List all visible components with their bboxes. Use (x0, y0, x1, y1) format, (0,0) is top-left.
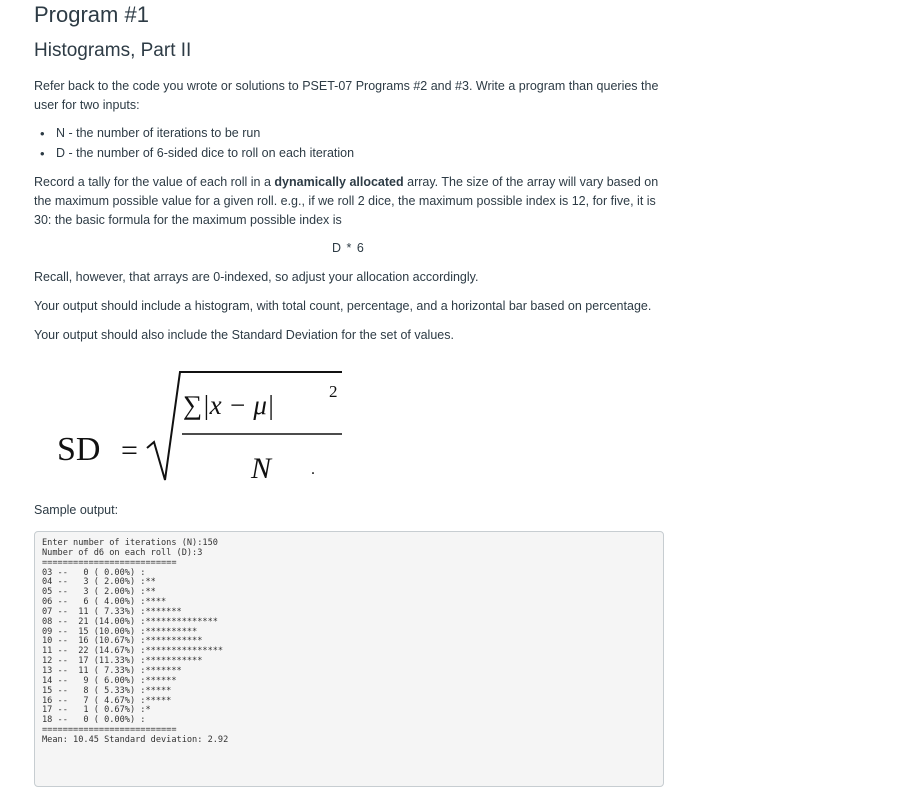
page-subtitle: Histograms, Part II (34, 40, 192, 61)
intro-paragraph: Refer back to the code you wrote or solutions to PSET-07 Programs #2 and #3. Write a program than queries the user for two inputs: (34, 79, 659, 112)
stddev-requirement: Your output should also include the Standard Deviation for the set of values. (34, 328, 454, 342)
histogram-row: 13 -- 11 ( 7.33%) :******* (42, 665, 182, 676)
sd-equals: = (121, 434, 138, 467)
sd-formula (55, 362, 355, 492)
histogram-row: 12 -- 17 (11.33%) :*********** (42, 656, 203, 667)
inputs-list (34, 124, 354, 163)
histogram-row: 14 -- 9 ( 6.00%) :****** (42, 675, 177, 686)
histogram-row: 07 -- 11 ( 7.33%) :******* (42, 606, 182, 617)
histogram-row: 15 -- 8 ( 5.33%) :***** (42, 685, 172, 696)
histogram-requirement: Your output should include a histogram, with total count, percentage, and a horizontal bar based on percentage. (34, 299, 652, 313)
histogram-row: 18 -- 0 ( 0.00%) : (42, 715, 146, 726)
histogram-row: 17 -- 1 ( 0.67%) :* (42, 705, 151, 716)
sd-exponent: 2 (329, 382, 338, 401)
histogram-row: 11 -- 22 (14.67%) :*************** (42, 646, 224, 657)
histogram-row: 16 -- 7 ( 4.67%) :***** (42, 695, 172, 706)
sample-output-label: Sample output: (34, 503, 119, 517)
prompt-d-line: Number of d6 on each roll (D):3 (42, 547, 203, 558)
record-text-after: array. The size of the array will vary based on the maximum possible value for a given roll. e.g., if we roll 2 dice, the maximum possible index is 12, for five, it is 30: the basic formula for the maximum possible index is (34, 175, 659, 227)
prompt-n-line: Enter number of iterations (N):150 (42, 538, 218, 548)
histogram-row: 08 -- 21 (14.00%) :************** (42, 616, 218, 627)
list-item: • N - the number of iterations to be run (34, 124, 354, 144)
histogram-row: 03 -- 0 ( 0.00%) : (42, 567, 146, 578)
record-paragraph (34, 173, 674, 230)
summary-line: Mean: 10.45 Standard deviation: 2.92 (42, 734, 229, 745)
separator-line: ========================== (42, 557, 177, 568)
separator-line: ========================== (42, 725, 177, 736)
record-text-before: Record a tally for the value of each roll in a (34, 175, 275, 189)
max-index-formula: D * 6 (332, 241, 365, 255)
sd-trailing: . (311, 461, 315, 478)
sd-denominator: N (251, 452, 272, 485)
histogram-row: 09 -- 15 (10.00%) :********** (42, 626, 198, 637)
page-title: Program #1 (34, 2, 149, 27)
recall-paragraph: Recall, however, that arrays are 0-indexed, so adjust your allocation accordingly. (34, 270, 479, 284)
sd-lhs: SD (57, 431, 101, 468)
sample-output-block (34, 531, 664, 787)
record-bold-text: dynamically allocated (274, 175, 404, 189)
sd-numerator: ∑|x − μ| (183, 390, 275, 420)
histogram-row: 06 -- 6 ( 4.00%) :**** (42, 597, 167, 608)
histogram-row: 04 -- 3 ( 2.00%) :** (42, 577, 156, 588)
code-block (42, 539, 228, 746)
list-item: • D - the number of 6-sided dice to roll on each iteration (34, 144, 354, 164)
histogram-row: 05 -- 3 ( 2.00%) :** (42, 587, 156, 598)
histogram-row: 10 -- 16 (10.67%) :*********** (42, 636, 203, 647)
